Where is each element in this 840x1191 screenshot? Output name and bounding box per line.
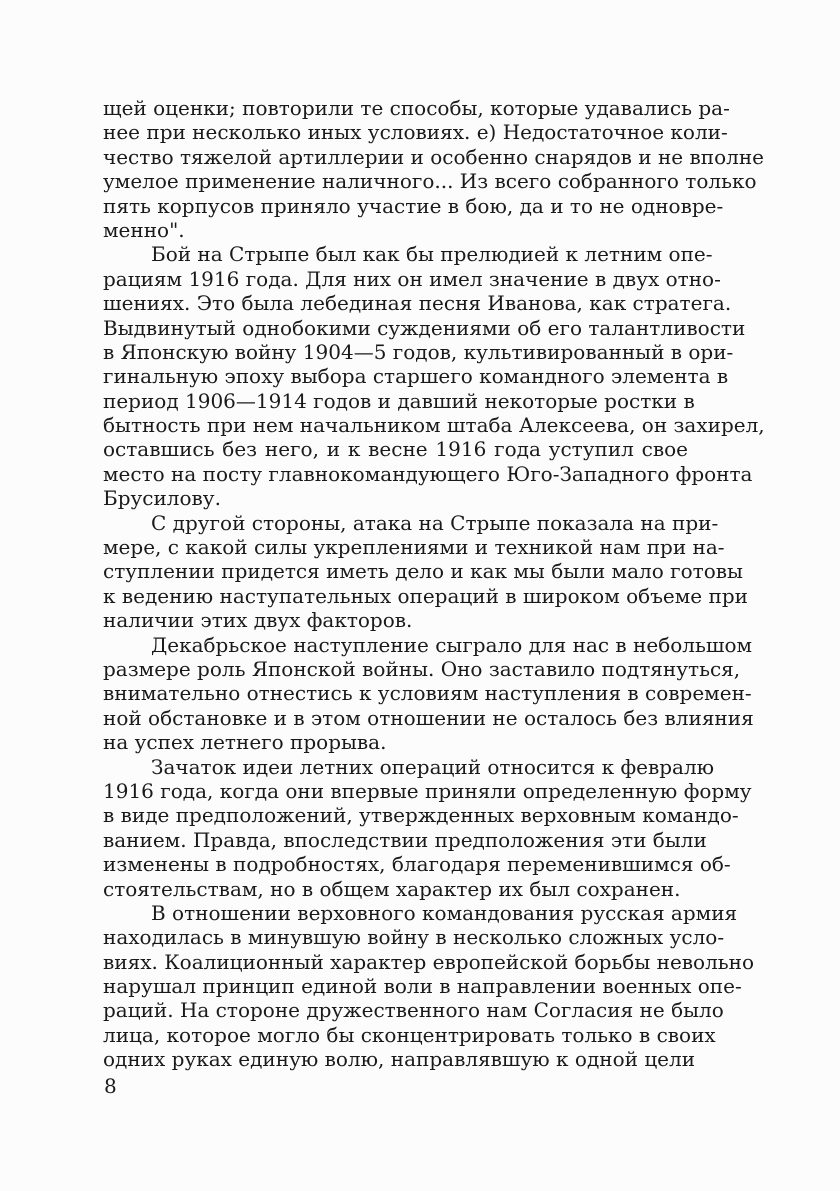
text-line: виях. Коалиционный характер европейской борьбы невольно xyxy=(103,949,755,974)
text-line: в виде предположений, утвержденных верховным командо- xyxy=(103,803,739,828)
text-line: нарушал принцип единой воли в направлении военных опе- xyxy=(103,974,742,999)
text-line: ступлении придется иметь дело и как мы были мало готовы xyxy=(103,559,743,584)
text-line: оставшись без него, и к весне 1916 года уступил свое xyxy=(103,437,688,462)
text-line: умелое применение наличного... Из всего собранного только xyxy=(103,169,757,194)
text-line: место на посту главнокомандующего Юго-Западного фронта xyxy=(103,461,753,486)
text-line: изменены в подробностях, благодаря переменившимся об- xyxy=(103,852,731,877)
text-line: бытность при нем начальником штаба Алексеева, он захирел, xyxy=(103,413,765,438)
page-number: 8 xyxy=(104,1074,117,1098)
text-line: наличии этих двух факторов. xyxy=(103,608,413,633)
text-line: Бой на Стрыпе был как бы прелюдией к летним опе- xyxy=(151,242,713,267)
text-line: находилась в минувшую войну в несколько сложных усло- xyxy=(103,925,725,950)
text-line: лица, которое могло бы сконцентрировать только в своих xyxy=(103,1022,716,1047)
text-line: Брусилову. xyxy=(103,486,221,511)
paragraph xyxy=(103,900,755,1072)
paragraph xyxy=(103,632,754,755)
text-line: ванием. Правда, впоследствии предположения эти были xyxy=(103,827,707,852)
text-line: шениях. Это была лебединая песня Иванова, как стратега. xyxy=(103,291,732,316)
paragraph xyxy=(103,754,752,901)
text-line: щей оценки; повторили те способы, которые удавались ра- xyxy=(103,96,730,120)
paragraph xyxy=(103,510,748,633)
text-line: гинальную эпоху выбора старшего командного элемента в xyxy=(103,364,729,389)
text-line: мере, с какой силы укреплениями и техникой нам при на- xyxy=(103,535,725,560)
paragraph xyxy=(103,96,764,242)
text-line: рациям 1916 года. Для них он имел значение в двух отно- xyxy=(103,266,721,291)
text-line: к ведению наступательных операций в широком объеме при xyxy=(103,583,748,608)
text-line: чество тяжелой артиллерии и особенно снарядов и не вполне xyxy=(103,144,764,169)
paragraph xyxy=(103,242,765,511)
body-text xyxy=(103,96,765,1072)
text-line: С другой стороны, атака на Стрыпе показала на при- xyxy=(151,510,719,535)
text-line: менно". xyxy=(103,217,185,242)
text-line: Зачаток идеи летних операций относится к февралю xyxy=(151,754,715,779)
text-line: одних руках единую волю, направлявшую к одной цели xyxy=(103,1047,696,1072)
text-line: пять корпусов приняло участие в бою, да и то не одновре- xyxy=(103,193,724,218)
text-line: В отношении верховного командования русская армия xyxy=(151,900,738,925)
text-line: нее при несколько иных условиях. е) Недостаточное коли- xyxy=(103,120,728,145)
text-line: ной обстановке и в этом отношении не осталось без влияния xyxy=(103,705,754,730)
text-line: раций. На стороне дружественного нам Согласия не было xyxy=(103,998,724,1023)
text-line: в Японскую войну 1904—5 годов, культивированный в ори- xyxy=(103,339,734,364)
text-line: внимательно отнестись к условиям наступления в современ- xyxy=(103,681,752,706)
text-line: 1916 года, когда они впервые приняли определенную форму xyxy=(103,778,752,803)
text-line: период 1906—1914 годов и давший некоторые ростки в xyxy=(103,388,695,413)
text-line: на успех летнего прорыва. xyxy=(103,730,387,755)
text-line: Декабрьское наступление сыграло для нас в небольшом xyxy=(151,632,753,657)
text-line: стоятельствам, но в общем характер их был сохранен. xyxy=(103,876,681,901)
text-line: Выдвинутый однобокими суждениями об его талантливости xyxy=(103,315,746,340)
text-line: размере роль Японской войны. Оно заставило подтянуться, xyxy=(103,656,741,681)
